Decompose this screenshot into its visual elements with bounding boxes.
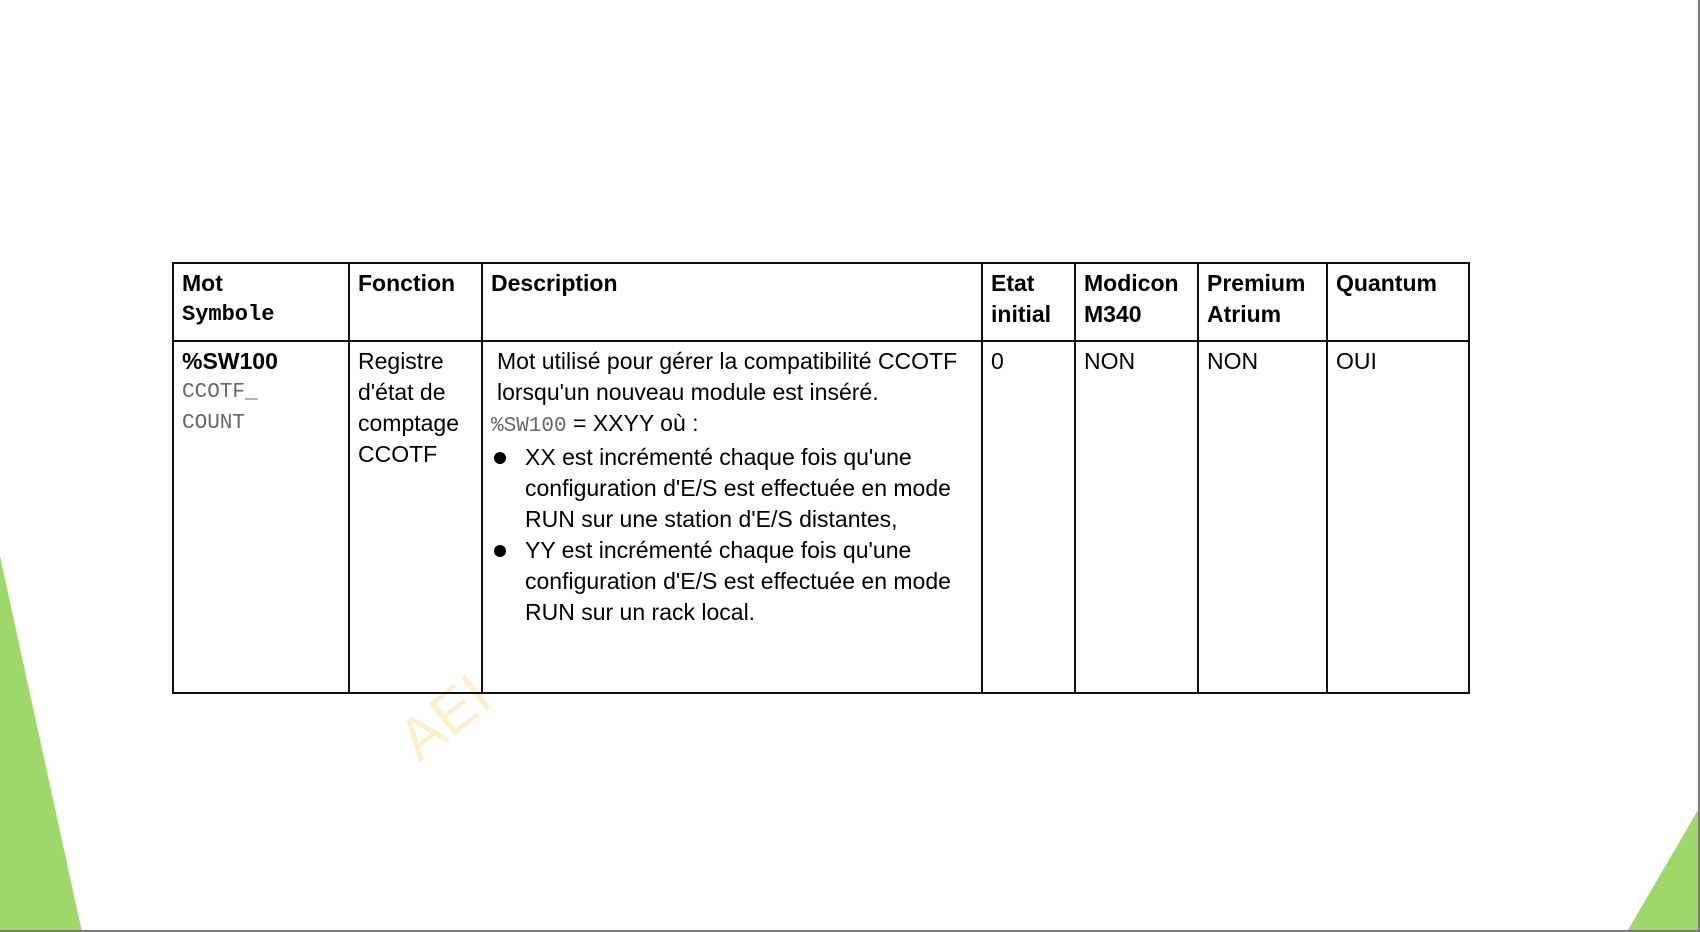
header-symbole: Symbole <box>182 302 275 327</box>
cell-fonction: Registre d'état de comptage CCOTF <box>349 341 482 693</box>
header-quantum: Quantum <box>1327 263 1469 341</box>
formula-text: = XXYY où : <box>566 410 699 436</box>
system-word-table <box>172 262 1470 694</box>
description-bullets <box>491 442 973 628</box>
cell-modicon: NON <box>1075 341 1198 693</box>
description-intro: Mot utilisé pour gérer la compatibilité CCOTF lorsqu'un nouveau module est inséré. <box>497 348 958 405</box>
list-item: XX est incrémenté chaque fois qu'une configuration d'E/S est effectuée en mode RUN sur une station d'E/S distantes, <box>491 442 973 535</box>
header-premium: Premium Atrium <box>1198 263 1327 341</box>
cell-quantum: OUI <box>1327 341 1469 693</box>
cell-mot: %SW100 <box>182 348 278 374</box>
cell-symbole: CCOTF_ COUNT <box>182 381 258 435</box>
decorative-green-triangle-left <box>0 0 90 932</box>
header-modicon: Modicon M340 <box>1075 263 1198 341</box>
watermark: AEI <box>385 661 504 774</box>
table-header-row <box>173 263 1469 341</box>
header-description: Description <box>482 263 982 341</box>
cell-description <box>482 341 982 693</box>
header-mot: Mot <box>182 270 223 296</box>
header-fonction: Fonction <box>349 263 482 341</box>
description-formula <box>491 408 973 442</box>
formula-code: %SW100 <box>491 415 567 438</box>
table-row <box>173 341 1469 693</box>
header-etat-initial: Etat initial <box>982 263 1075 341</box>
header-mot-symbole <box>173 263 349 341</box>
cell-mot-symbole <box>173 341 349 693</box>
list-item: YY est incrémenté chaque fois qu'une configuration d'E/S est effectuée en mode RUN sur un rack local. <box>491 535 973 628</box>
cell-etat-initial: 0 <box>982 341 1075 693</box>
cell-premium: NON <box>1198 341 1327 693</box>
decorative-green-triangle-right <box>1628 810 1698 930</box>
